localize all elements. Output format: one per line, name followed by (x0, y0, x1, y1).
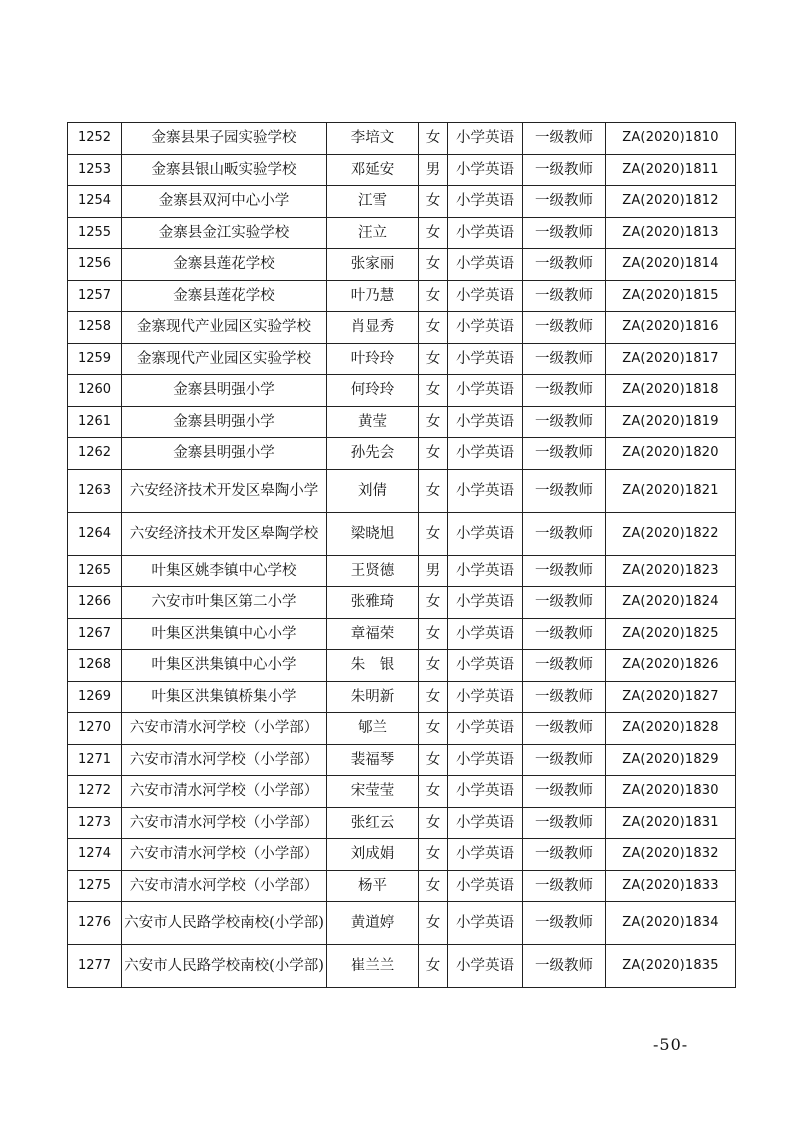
row-number-cell: 1269 (68, 681, 122, 713)
teacher-name-cell: 梁晓旭 (327, 512, 419, 555)
title-cell: 一级教师 (523, 618, 606, 650)
table-row (68, 217, 736, 249)
teacher-name-cell: 何玲玲 (327, 375, 419, 407)
subject-cell: 小学英语 (448, 375, 523, 407)
school-cell: 金寨县明强小学 (122, 406, 327, 438)
school-cell: 叶集区洪集镇中心小学 (122, 650, 327, 682)
teacher-name-cell: 黄莹 (327, 406, 419, 438)
row-number-cell: 1256 (68, 249, 122, 281)
subject-cell: 小学英语 (448, 618, 523, 650)
row-number-cell: 1271 (68, 744, 122, 776)
subject-cell: 小学英语 (448, 945, 523, 988)
gender-cell: 女 (419, 438, 448, 470)
school-cell: 六安市清水河学校（小学部） (122, 744, 327, 776)
title-cell: 一级教师 (523, 713, 606, 745)
title-cell: 一级教师 (523, 512, 606, 555)
subject-cell: 小学英语 (448, 512, 523, 555)
title-cell: 一级教师 (523, 776, 606, 808)
row-number-cell: 1262 (68, 438, 122, 470)
teacher-name-cell: 刘倩 (327, 469, 419, 512)
table-row (68, 123, 736, 155)
gender-cell: 女 (419, 902, 448, 945)
gender-cell: 女 (419, 123, 448, 155)
subject-cell: 小学英语 (448, 343, 523, 375)
teacher-name-cell: 张红云 (327, 807, 419, 839)
subject-cell: 小学英语 (448, 186, 523, 218)
gender-cell: 女 (419, 217, 448, 249)
certificate-code-cell: ZA(2020)1810 (606, 123, 736, 155)
gender-cell: 女 (419, 469, 448, 512)
teacher-name-cell: 李培文 (327, 123, 419, 155)
teacher-name-cell: 崔兰兰 (327, 945, 419, 988)
certificate-code-cell: ZA(2020)1835 (606, 945, 736, 988)
gender-cell: 女 (419, 839, 448, 871)
certificate-code-cell: ZA(2020)1820 (606, 438, 736, 470)
gender-cell: 女 (419, 776, 448, 808)
row-number-cell: 1252 (68, 123, 122, 155)
school-cell: 六安市清水河学校（小学部） (122, 713, 327, 745)
subject-cell: 小学英语 (448, 312, 523, 344)
teacher-name-cell: 肖显秀 (327, 312, 419, 344)
subject-cell: 小学英语 (448, 902, 523, 945)
school-cell: 六安市清水河学校（小学部） (122, 839, 327, 871)
gender-cell: 女 (419, 807, 448, 839)
gender-cell: 女 (419, 650, 448, 682)
table-row (68, 438, 736, 470)
certificate-code-cell: ZA(2020)1818 (606, 375, 736, 407)
subject-cell: 小学英语 (448, 650, 523, 682)
school-cell: 金寨县双河中心小学 (122, 186, 327, 218)
table-row (68, 469, 736, 512)
teacher-name-cell: 杨平 (327, 870, 419, 902)
row-number-cell: 1254 (68, 186, 122, 218)
school-cell: 金寨现代产业园区实验学校 (122, 343, 327, 375)
row-number-cell: 1264 (68, 512, 122, 555)
table-row (68, 280, 736, 312)
school-cell: 金寨现代产业园区实验学校 (122, 312, 327, 344)
table-row (68, 902, 736, 945)
certificate-code-cell: ZA(2020)1822 (606, 512, 736, 555)
table-row (68, 555, 736, 587)
teacher-name-cell: 孙先会 (327, 438, 419, 470)
school-cell: 金寨县莲花学校 (122, 280, 327, 312)
gender-cell: 女 (419, 375, 448, 407)
table-row (68, 744, 736, 776)
title-cell: 一级教师 (523, 839, 606, 871)
title-cell: 一级教师 (523, 681, 606, 713)
table-row (68, 406, 736, 438)
gender-cell: 男 (419, 555, 448, 587)
certificate-code-cell: ZA(2020)1814 (606, 249, 736, 281)
row-number-cell: 1267 (68, 618, 122, 650)
certificate-code-cell: ZA(2020)1823 (606, 555, 736, 587)
school-cell: 六安经济技术开发区皋陶学校 (122, 512, 327, 555)
row-number-cell: 1265 (68, 555, 122, 587)
table-row (68, 587, 736, 619)
subject-cell: 小学英语 (448, 839, 523, 871)
teacher-name-cell: 汪立 (327, 217, 419, 249)
gender-cell: 女 (419, 512, 448, 555)
subject-cell: 小学英语 (448, 776, 523, 808)
gender-cell: 女 (419, 744, 448, 776)
gender-cell: 女 (419, 713, 448, 745)
table-row (68, 807, 736, 839)
gender-cell: 女 (419, 870, 448, 902)
row-number-cell: 1263 (68, 469, 122, 512)
row-number-cell: 1270 (68, 713, 122, 745)
table-row (68, 650, 736, 682)
title-cell: 一级教师 (523, 870, 606, 902)
title-cell: 一级教师 (523, 469, 606, 512)
table-row (68, 681, 736, 713)
row-number-cell: 1273 (68, 807, 122, 839)
school-cell: 金寨县银山畈实验学校 (122, 154, 327, 186)
school-cell: 金寨县莲花学校 (122, 249, 327, 281)
row-number-cell: 1272 (68, 776, 122, 808)
teacher-name-cell: 刘成娟 (327, 839, 419, 871)
certificate-code-cell: ZA(2020)1824 (606, 587, 736, 619)
title-cell: 一级教师 (523, 375, 606, 407)
row-number-cell: 1276 (68, 902, 122, 945)
subject-cell: 小学英语 (448, 154, 523, 186)
teacher-name-cell: 郇兰 (327, 713, 419, 745)
certificate-code-cell: ZA(2020)1830 (606, 776, 736, 808)
table-row (68, 249, 736, 281)
teacher-title-table (67, 122, 736, 988)
title-cell: 一级教师 (523, 312, 606, 344)
gender-cell: 女 (419, 343, 448, 375)
certificate-code-cell: ZA(2020)1812 (606, 186, 736, 218)
title-cell: 一级教师 (523, 249, 606, 281)
title-cell: 一级教师 (523, 945, 606, 988)
teacher-name-cell: 裴福琴 (327, 744, 419, 776)
row-number-cell: 1274 (68, 839, 122, 871)
certificate-code-cell: ZA(2020)1834 (606, 902, 736, 945)
row-number-cell: 1257 (68, 280, 122, 312)
certificate-code-cell: ZA(2020)1831 (606, 807, 736, 839)
subject-cell: 小学英语 (448, 406, 523, 438)
gender-cell: 女 (419, 587, 448, 619)
subject-cell: 小学英语 (448, 681, 523, 713)
school-cell: 六安市叶集区第二小学 (122, 587, 327, 619)
gender-cell: 女 (419, 945, 448, 988)
school-cell: 叶集区洪集镇中心小学 (122, 618, 327, 650)
school-cell: 六安市清水河学校（小学部） (122, 870, 327, 902)
school-cell: 叶集区姚李镇中心学校 (122, 555, 327, 587)
teacher-name-cell: 朱明新 (327, 681, 419, 713)
title-cell: 一级教师 (523, 587, 606, 619)
table-body (68, 123, 736, 988)
gender-cell: 女 (419, 406, 448, 438)
subject-cell: 小学英语 (448, 249, 523, 281)
table-row (68, 154, 736, 186)
school-cell: 金寨县果子园实验学校 (122, 123, 327, 155)
table-row (68, 870, 736, 902)
certificate-code-cell: ZA(2020)1826 (606, 650, 736, 682)
row-number-cell: 1268 (68, 650, 122, 682)
subject-cell: 小学英语 (448, 744, 523, 776)
subject-cell: 小学英语 (448, 587, 523, 619)
teacher-name-cell: 章福荣 (327, 618, 419, 650)
gender-cell: 女 (419, 312, 448, 344)
gender-cell: 女 (419, 681, 448, 713)
title-cell: 一级教师 (523, 217, 606, 249)
school-cell: 金寨县金江实验学校 (122, 217, 327, 249)
gender-cell: 女 (419, 618, 448, 650)
title-cell: 一级教师 (523, 438, 606, 470)
subject-cell: 小学英语 (448, 217, 523, 249)
teacher-name-cell: 叶玲玲 (327, 343, 419, 375)
row-number-cell: 1255 (68, 217, 122, 249)
title-cell: 一级教师 (523, 280, 606, 312)
certificate-code-cell: ZA(2020)1832 (606, 839, 736, 871)
page-number: -50- (653, 1035, 689, 1054)
title-cell: 一级教师 (523, 650, 606, 682)
table-row (68, 186, 736, 218)
table-row (68, 312, 736, 344)
title-cell: 一级教师 (523, 154, 606, 186)
gender-cell: 女 (419, 249, 448, 281)
certificate-code-cell: ZA(2020)1827 (606, 681, 736, 713)
row-number-cell: 1259 (68, 343, 122, 375)
row-number-cell: 1253 (68, 154, 122, 186)
subject-cell: 小学英语 (448, 280, 523, 312)
gender-cell: 女 (419, 186, 448, 218)
subject-cell: 小学英语 (448, 555, 523, 587)
subject-cell: 小学英语 (448, 438, 523, 470)
certificate-code-cell: ZA(2020)1811 (606, 154, 736, 186)
title-cell: 一级教师 (523, 343, 606, 375)
row-number-cell: 1277 (68, 945, 122, 988)
subject-cell: 小学英语 (448, 713, 523, 745)
school-cell: 六安经济技术开发区皋陶小学 (122, 469, 327, 512)
row-number-cell: 1261 (68, 406, 122, 438)
school-cell: 六安市清水河学校（小学部） (122, 776, 327, 808)
school-cell: 六安市人民路学校南校(小学部) (122, 945, 327, 988)
certificate-code-cell: ZA(2020)1829 (606, 744, 736, 776)
gender-cell: 男 (419, 154, 448, 186)
teacher-name-cell: 江雪 (327, 186, 419, 218)
certificate-code-cell: ZA(2020)1833 (606, 870, 736, 902)
row-number-cell: 1258 (68, 312, 122, 344)
subject-cell: 小学英语 (448, 807, 523, 839)
row-number-cell: 1275 (68, 870, 122, 902)
title-cell: 一级教师 (523, 555, 606, 587)
title-cell: 一级教师 (523, 902, 606, 945)
title-cell: 一级教师 (523, 123, 606, 155)
certificate-code-cell: ZA(2020)1813 (606, 217, 736, 249)
certificate-code-cell: ZA(2020)1819 (606, 406, 736, 438)
title-cell: 一级教师 (523, 186, 606, 218)
table-row (68, 713, 736, 745)
school-cell: 叶集区洪集镇桥集小学 (122, 681, 327, 713)
title-cell: 一级教师 (523, 744, 606, 776)
teacher-name-cell: 黄道婷 (327, 902, 419, 945)
subject-cell: 小学英语 (448, 469, 523, 512)
title-cell: 一级教师 (523, 406, 606, 438)
certificate-code-cell: ZA(2020)1816 (606, 312, 736, 344)
table-row (68, 512, 736, 555)
table-row (68, 618, 736, 650)
school-cell: 金寨县明强小学 (122, 375, 327, 407)
title-cell: 一级教师 (523, 807, 606, 839)
certificate-code-cell: ZA(2020)1825 (606, 618, 736, 650)
teacher-name-cell: 朱 银 (327, 650, 419, 682)
certificate-code-cell: ZA(2020)1817 (606, 343, 736, 375)
table-row (68, 375, 736, 407)
table-row (68, 945, 736, 988)
table-row (68, 839, 736, 871)
teacher-name-cell: 张家丽 (327, 249, 419, 281)
table-row (68, 343, 736, 375)
teacher-name-cell: 邓延安 (327, 154, 419, 186)
teacher-name-cell: 叶乃慧 (327, 280, 419, 312)
row-number-cell: 1260 (68, 375, 122, 407)
certificate-code-cell: ZA(2020)1821 (606, 469, 736, 512)
certificate-code-cell: ZA(2020)1828 (606, 713, 736, 745)
teacher-name-cell: 王贤德 (327, 555, 419, 587)
school-cell: 金寨县明强小学 (122, 438, 327, 470)
subject-cell: 小学英语 (448, 123, 523, 155)
row-number-cell: 1266 (68, 587, 122, 619)
gender-cell: 女 (419, 280, 448, 312)
teacher-name-cell: 宋莹莹 (327, 776, 419, 808)
school-cell: 六安市人民路学校南校(小学部) (122, 902, 327, 945)
certificate-code-cell: ZA(2020)1815 (606, 280, 736, 312)
teacher-name-cell: 张雅琦 (327, 587, 419, 619)
table-row (68, 776, 736, 808)
school-cell: 六安市清水河学校（小学部） (122, 807, 327, 839)
subject-cell: 小学英语 (448, 870, 523, 902)
